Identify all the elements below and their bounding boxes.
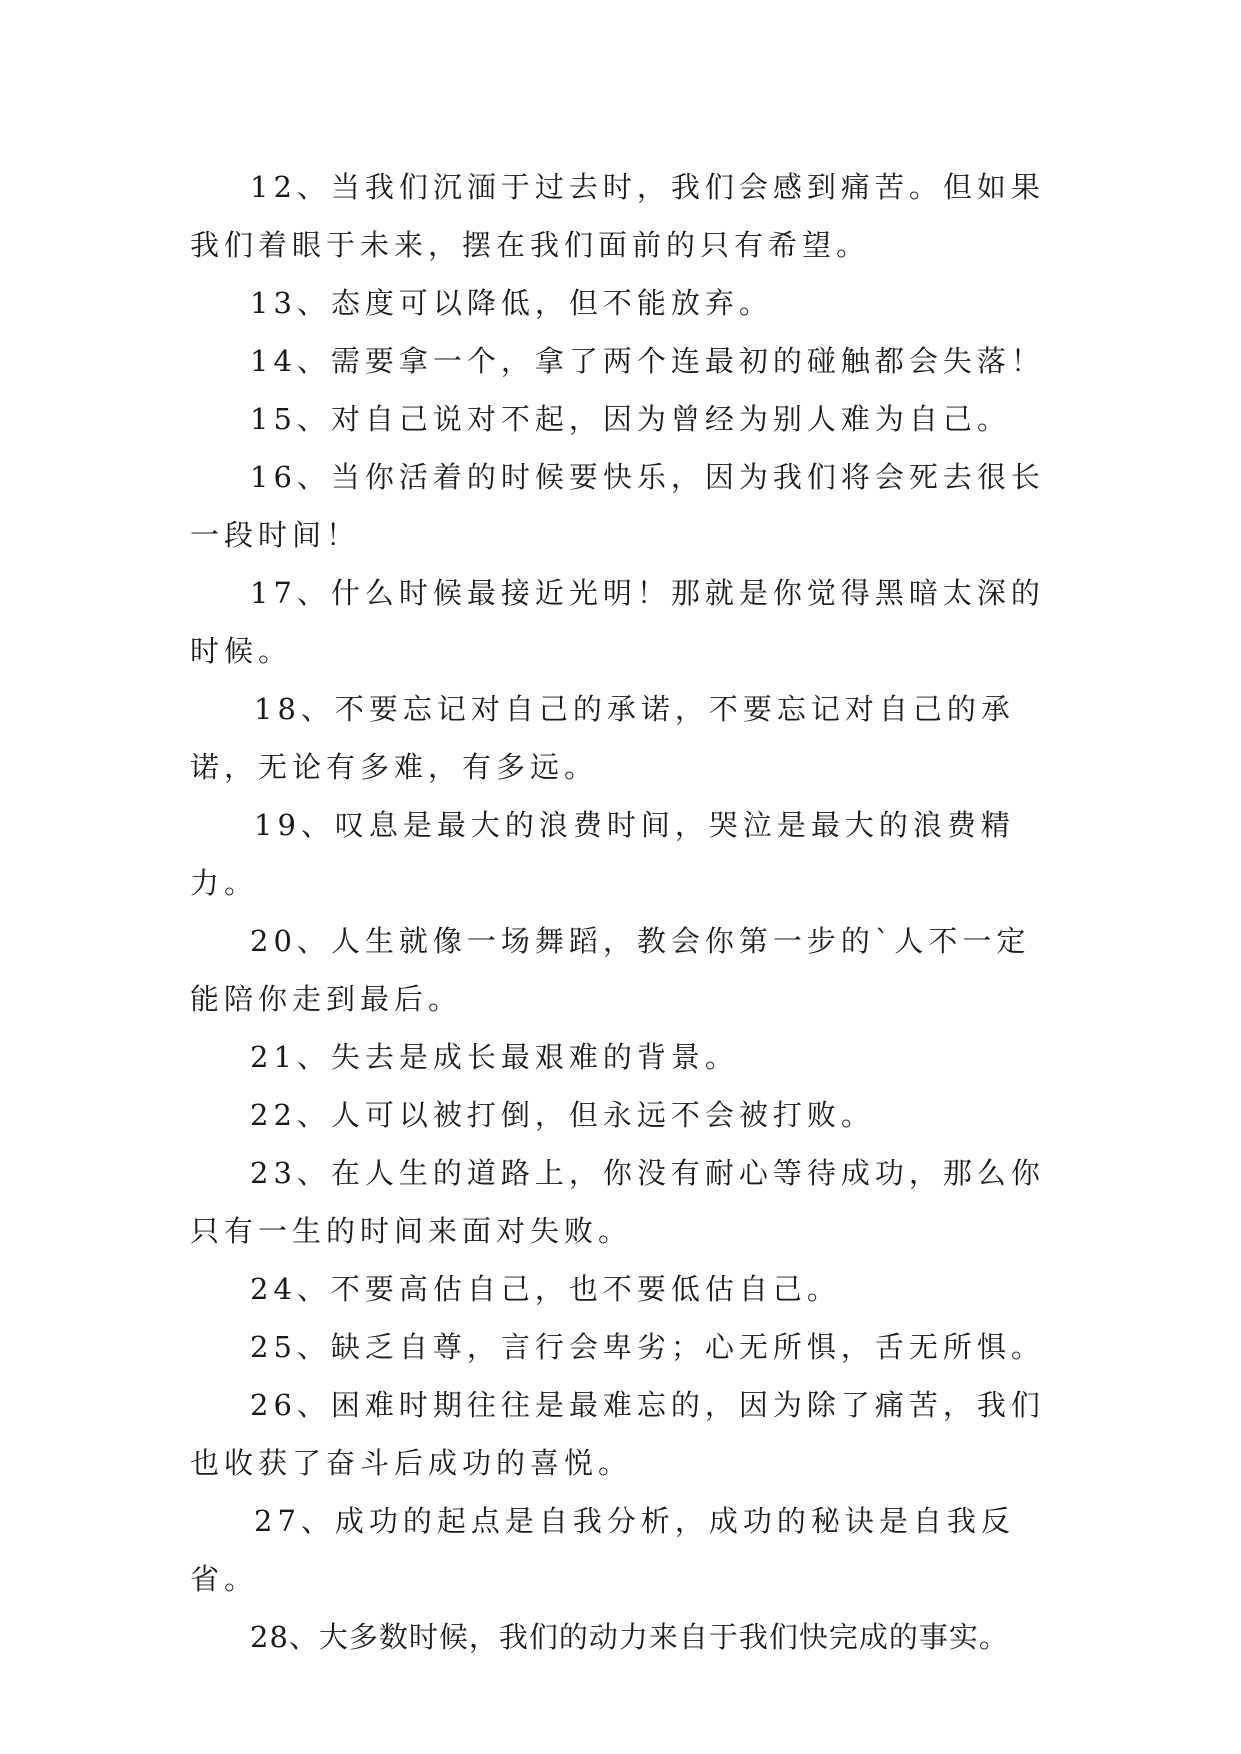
paragraph-26: 26、困难时期往往是最难忘的，因为除了痛苦，我们也收获了奋斗后成功的喜悦。 bbox=[190, 1388, 1045, 1480]
paragraph-20: 20、人生就像一场舞蹈，教会你第一步的`人不一定能陪你走到最后。 bbox=[190, 924, 1031, 1016]
document-body bbox=[190, 158, 1060, 1666]
paragraph-25: 25、缺乏自尊，言行会卑劣；心无所惧，舌无所惧。 bbox=[250, 1330, 1045, 1364]
paragraph-16: 16、当你活着的时候要快乐，因为我们将会死去很长一段时间！ bbox=[190, 460, 1045, 552]
paragraph-15: 15、对自己说对不起，因为曾经为别人难为自己。 bbox=[250, 402, 1011, 436]
paragraph-17: 17、什么时候最接近光明！那就是你觉得黑暗太深的时候。 bbox=[190, 576, 1045, 668]
paragraph-27: 27、成功的起点是自我分析，成功的秘诀是自我反省。 bbox=[190, 1504, 1015, 1596]
paragraph-18: 18、不要忘记对自己的承诺，不要忘记对自己的承诺，无论有多难，有多远。 bbox=[190, 692, 1015, 784]
paragraph-19: 19、叹息是最大的浪费时间，哭泣是最大的浪费精力。 bbox=[190, 808, 1015, 900]
paragraph-22: 22、人可以被打倒，但永远不会被打败。 bbox=[250, 1098, 875, 1132]
paragraph-14: 14、需要拿一个，拿了两个连最初的碰触都会失落！ bbox=[250, 344, 1045, 378]
paragraph-24: 24、不要高估自己，也不要低估自己。 bbox=[250, 1272, 841, 1306]
paragraph-12: 12、当我们沉湎于过去时，我们会感到痛苦。但如果我们着眼于未来，摆在我们面前的只有希望。 bbox=[190, 170, 1045, 262]
paragraph-13: 13、态度可以降低，但不能放弃。 bbox=[250, 286, 773, 320]
paragraph-21: 21、失去是成长最艰难的背景。 bbox=[250, 1040, 739, 1074]
paragraph-23: 23、在人生的道路上，你没有耐心等待成功，那么你只有一生的时间来面对失败。 bbox=[190, 1156, 1045, 1248]
paragraph-28: 28、大多数时候，我们的动力来自于我们快完成的事实。 bbox=[250, 1620, 1009, 1654]
